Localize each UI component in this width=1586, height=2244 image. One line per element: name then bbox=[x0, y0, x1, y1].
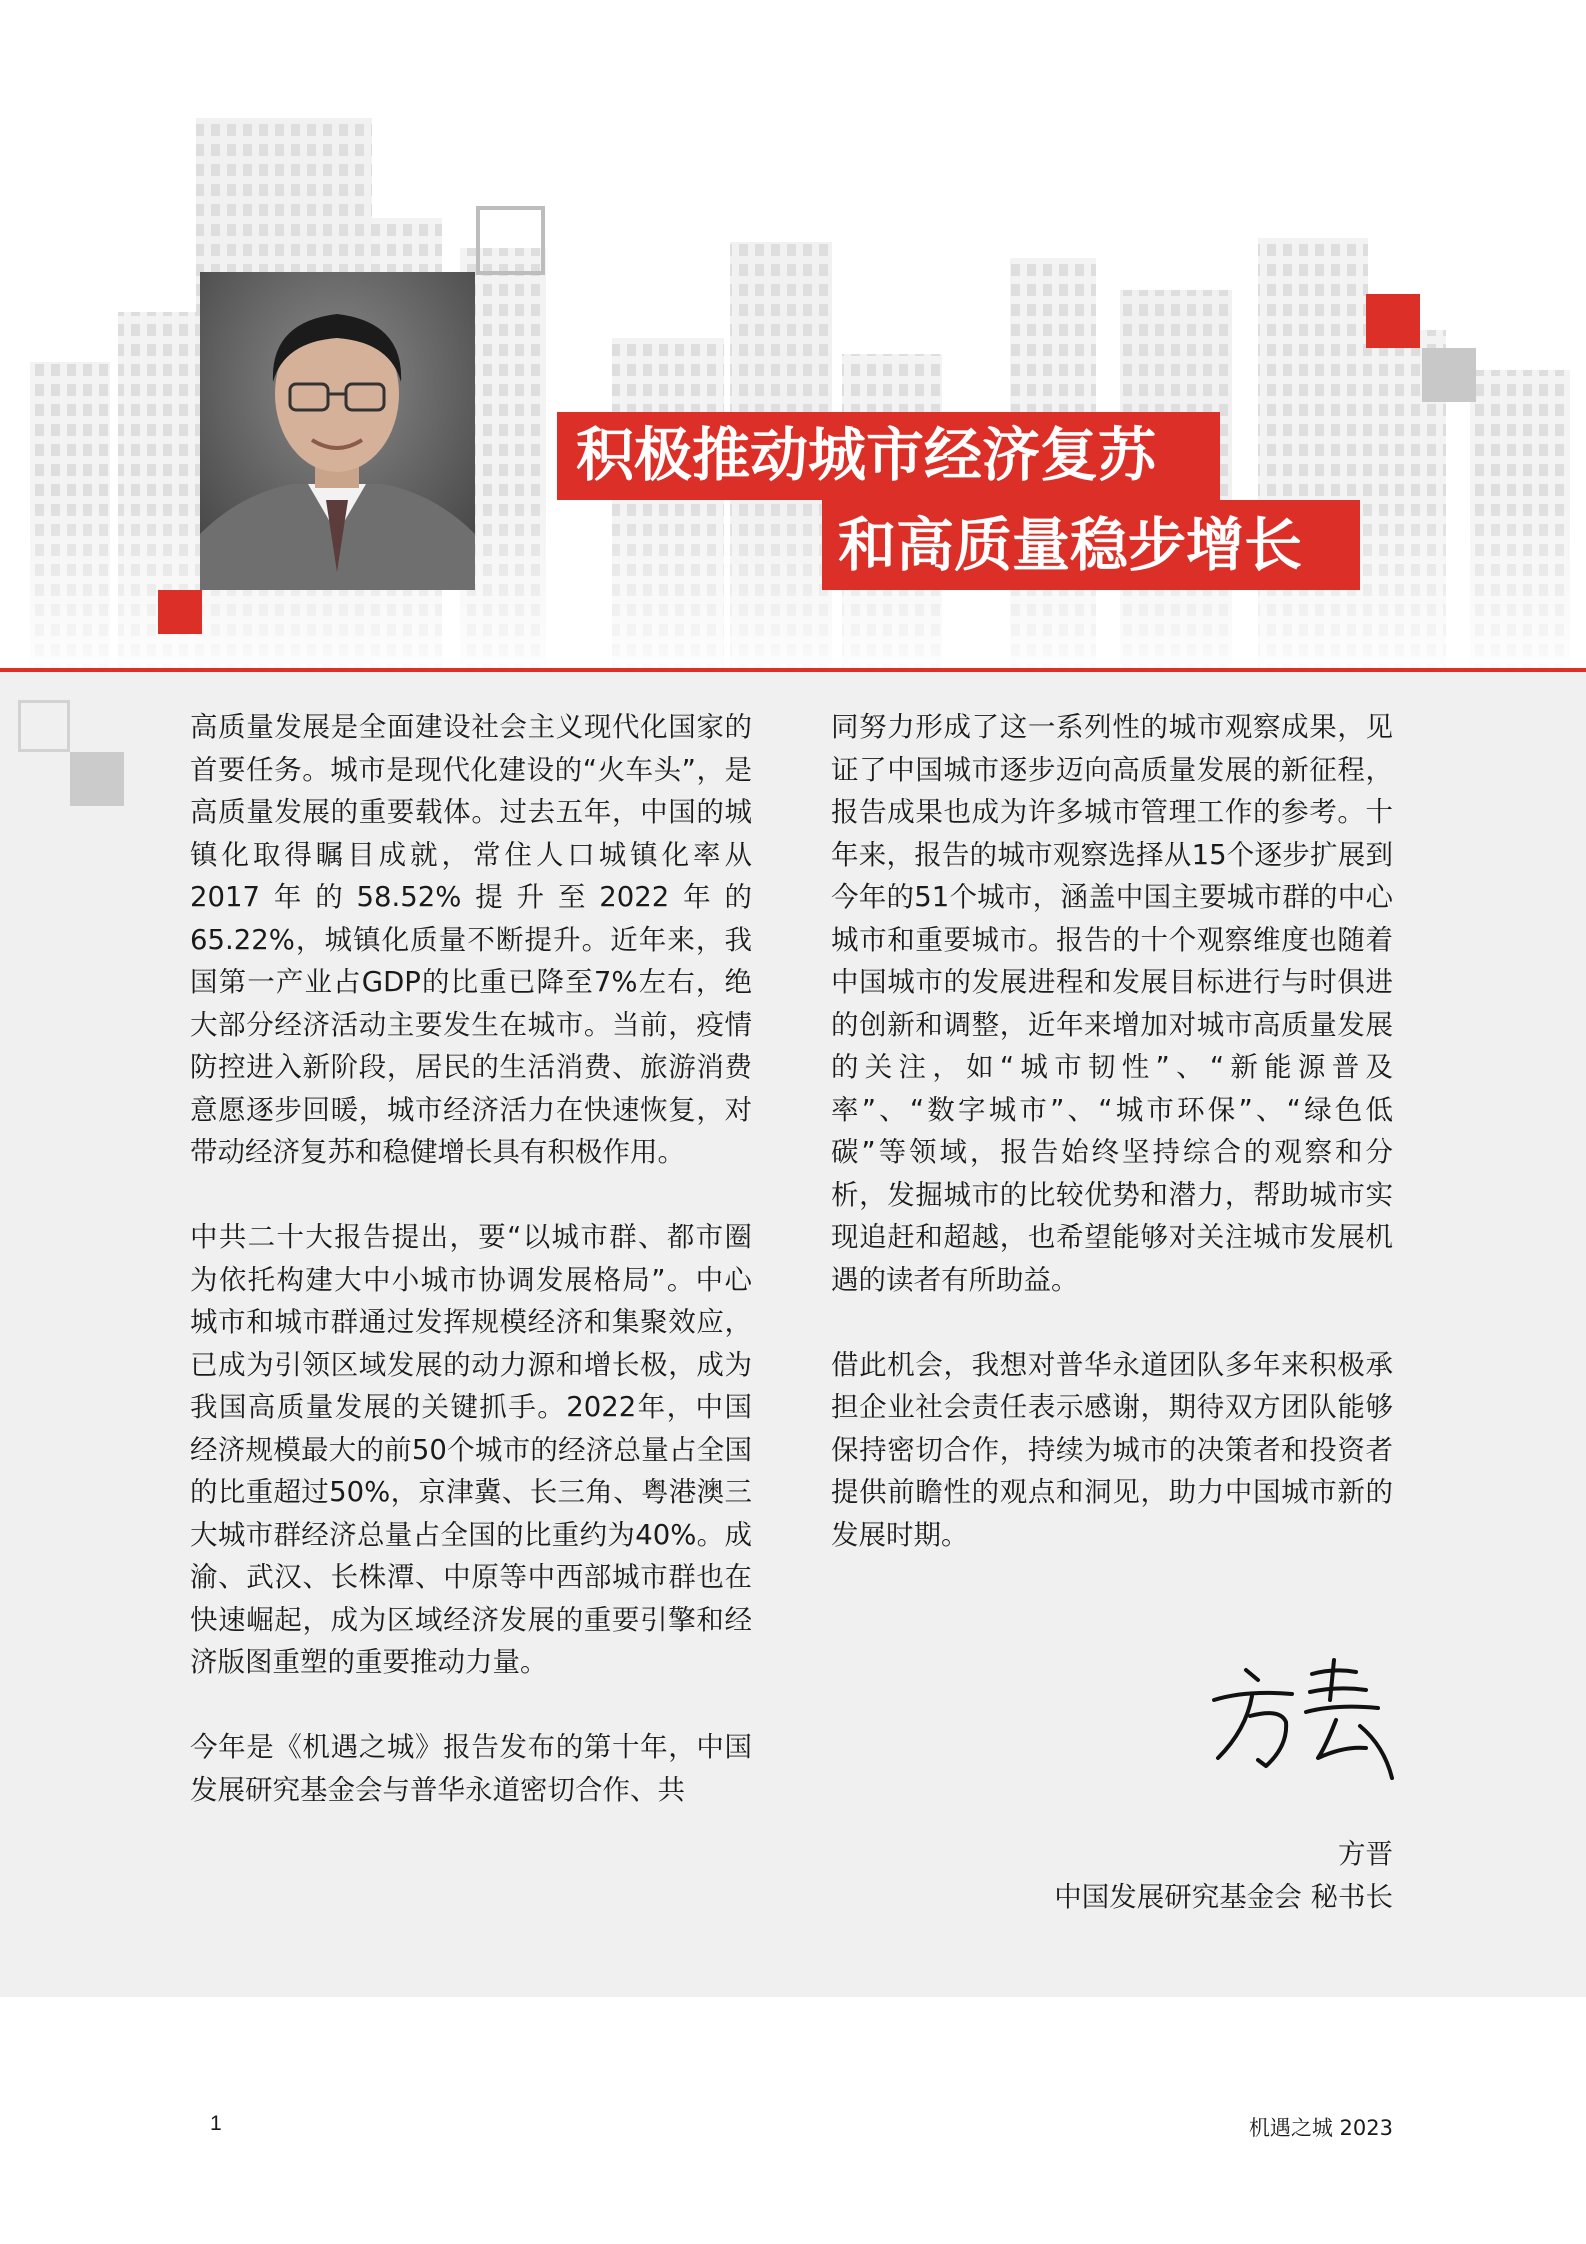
title-line-2: 和高质量稳步增长 bbox=[822, 500, 1360, 590]
paragraph: 同努力形成了这一系列性的城市观察成果，见证了中国城市逐步迈向高质量发展的新征程，报告成果也成为许多城市管理工作的参考。十年来，报告的城市观察选择从15个逐步扩展到今年的51个城市，涵盖中国主要城市群的中心城市和重要城市。报告的十个观察维度也随着中国城市的发展进程和发展目标进行与时俱进的创新和调整，近年来增加对城市高质量发展的关注，如“城市韧性”、“新能源普及率”、“数字城市”、“城市环保”、“绿色低碳”等领域，报告始终坚持综合的观察和分析，发掘城市的比较优势和潜力，帮助城市实现追赶和超越，也希望能够对关注城市发展机遇的读者有所助益。 bbox=[831, 711, 1393, 1296]
signatory-title: 中国发展研究基金会 秘书长 bbox=[1054, 1881, 1393, 1913]
decorative-outline-square bbox=[476, 206, 545, 275]
decorative-red-square bbox=[1366, 294, 1420, 348]
paragraph: 中共二十大报告提出，要“以城市群、都市圈为依托构建大中小城市协调发展格局”。中心城市和城市群通过发挥规模经济和集聚效应，已成为引领区域发展的动力源和增长极，成为我国高质量发展的关键抓手。2022年，中国经济规模最大的前50个城市的经济总量占全国的比重超过50%，京津冀、长三角、粤港澳三大城市群经济总量占全国的比重约为40%。成渝、武汉、长株潭、中原等中西部城市群也在快速崛起，成为区域经济发展的重要引擎和经济版图重塑的重要推动力量。 bbox=[190, 1221, 752, 1678]
paragraph: 今年是《机遇之城》报告发布的第十年，中国发展研究基金会与普华永道密切合作、共 bbox=[190, 1731, 752, 1806]
decorative-outline-square bbox=[18, 700, 70, 752]
title-line-1: 积极推动城市经济复苏 bbox=[557, 412, 1220, 500]
paragraph: 高质量发展是全面建设社会主义现代化国家的首要任务。城市是现代化建设的“火车头”，是高质量发展的重要载体。过去五年，中国的城镇化取得瞩目成就，常住人口城镇化率从2017年的58.52%提升至2022年的65.22%，城镇化质量不断提升。近年来，我国第一产业占GDP的比重已降至7%左右，绝大部分经济活动主要发生在城市。当前，疫情防控进入新阶段，居民的生活消费、旅游消费意愿逐步回暖，城市经济活力在快速恢复，对带动经济复苏和稳健增长具有积极作用。 bbox=[190, 711, 752, 1168]
decorative-gray-square bbox=[70, 752, 124, 806]
body-column-right bbox=[831, 706, 1393, 1556]
decorative-gray-square bbox=[1422, 348, 1476, 402]
footer-publication-title: 机遇之城 2023 bbox=[1248, 2116, 1393, 2140]
handwritten-signature bbox=[1206, 1650, 1406, 1790]
body-column-left bbox=[190, 706, 752, 1811]
signatory-name: 方晋 bbox=[1338, 1838, 1393, 1870]
decorative-red-square bbox=[158, 590, 202, 634]
header-banner bbox=[0, 0, 1586, 668]
paragraph: 借此机会，我想对普华永道团队多年来积极承担企业社会责任表示感谢，期待双方团队能够保持密切合作，持续为城市的决策者和投资者提供前瞻性的观点和洞见，助力中国城市新的发展时期。 bbox=[831, 1348, 1393, 1551]
page-number: 1 bbox=[210, 2112, 222, 2135]
author-portrait bbox=[200, 272, 475, 590]
